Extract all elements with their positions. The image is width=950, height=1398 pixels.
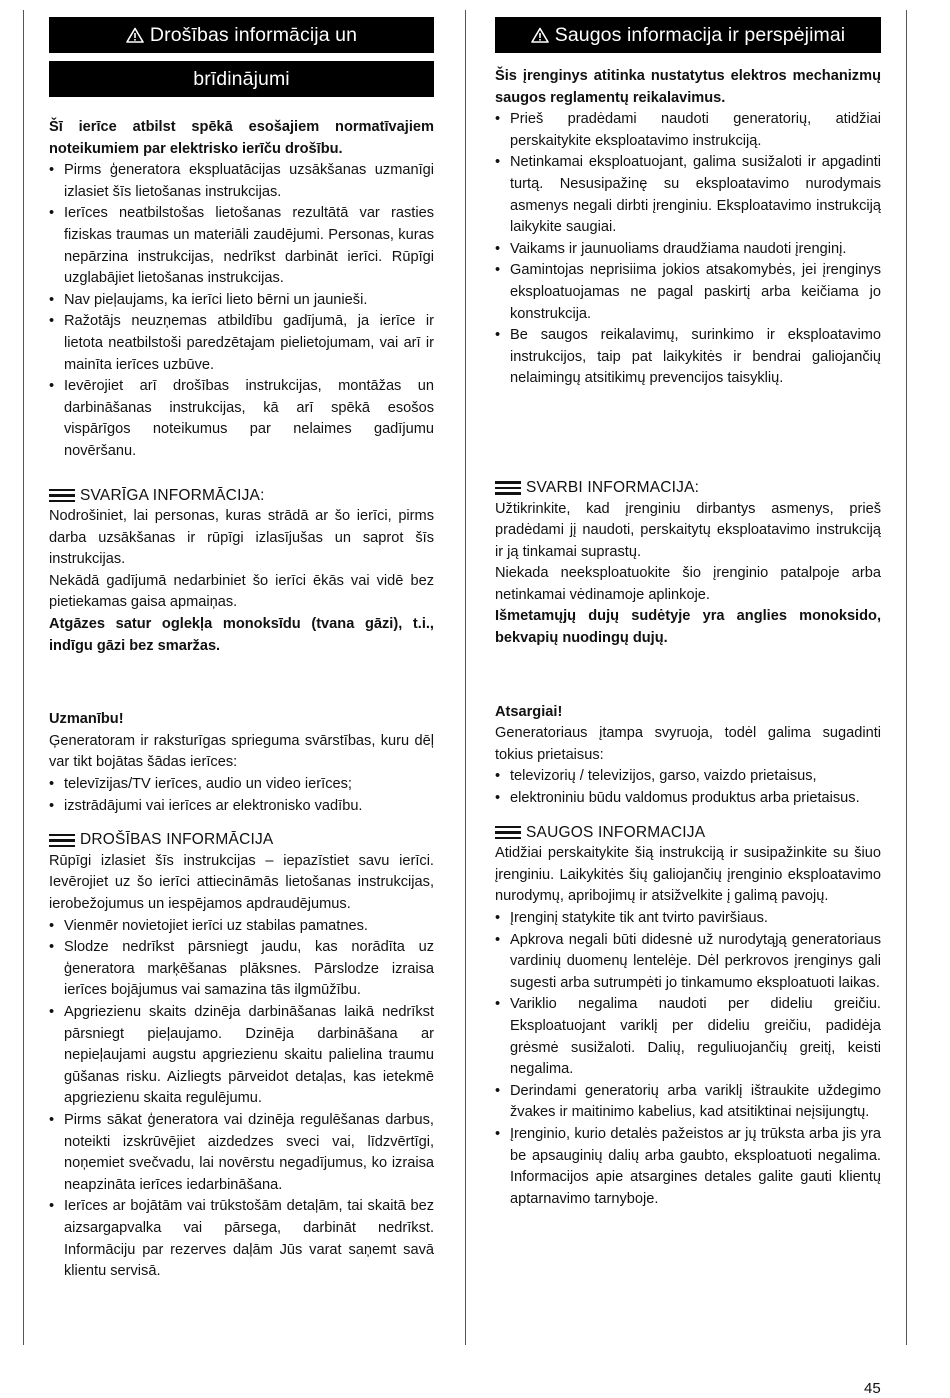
list-item: • Ievērojiet arī drošības instrukcijas, montāžas un darbināšanas instrukcijas, kā arī spēkā esošos vispārīgos noteikumus par nelaimes gadījumu novēršanu. bbox=[49, 376, 434, 462]
lithuanian-important-head-text: SVARBI INFORMACIJA: bbox=[526, 478, 700, 496]
list-item: • Vienmēr novietojiet ierīci uz stabilas pamatnes. bbox=[49, 916, 434, 938]
list-item: • Įrenginį statykite tik ant tvirto paviršiaus. bbox=[495, 908, 881, 930]
list-item: • Įrenginio, kurio detalės pažeistos ar jų trūksta arba jis yra be apsauginių dalių arba gaubto, eksploatuoti negalima. Informacijos apie atsargines detales galite gauti klientų aptarnavimo tarnyboje. bbox=[495, 1124, 881, 1210]
list-item: • Ierīces neatbilstošas lietošanas rezultātā var rasties fiziskas traumas un materiāli zaudējumi. Personas, kuras nepārzina instrukcijas, nedrīkst darbināt ierīci. Rūpīgi uzglabājiet lietošanas instrukcijas. bbox=[49, 203, 434, 289]
latvian-important-p1: Nodrošiniet, lai personas, kuras strādā ar šo ierīci, pirms darba uzsākšanas ir rūpīgi izlasījušas un saprot šīs instrukcijas. bbox=[49, 508, 434, 568]
list-item: • Pirms sākat ģeneratora vai dzinēja regulēšanas darbus, noteikti izskrūvējiet aizdedzes sveci vai, līdzvērtīgi, noņemiet svečvadu, lai novērstu negadījumus, ko izraisa neapzināta ierīces iedarbināšana. bbox=[49, 1110, 434, 1196]
latvian-important-p2: Nekādā gadījumā nedarbiniet šo ierīci ēkās vai vidē bez pietiekamas gaisa apmaiņas. bbox=[49, 572, 434, 611]
lithuanian-title: Saugos informacija ir perspėjimai bbox=[554, 24, 846, 46]
lithuanian-intro: Šis įrenginys atitinka nustatytus elektros mechanizmų saugos reglamentų reikalavimus. bbox=[495, 68, 881, 106]
list-item: • Nav pieļaujams, ka ierīci lieto bērni un jaunieši. bbox=[49, 290, 434, 312]
latvian-attention-list bbox=[49, 774, 434, 817]
lithuanian-attention-text: Generatoriaus įtampa svyruoja, todėl galima sugadinti tokius prietaisus: bbox=[495, 725, 881, 763]
latvian-attention-head: Uzmanību! bbox=[49, 711, 124, 728]
list-item: • televīzijas/TV ierīces, audio un video ierīces; bbox=[49, 774, 434, 796]
lithuanian-safety-head-text: SAUGOS INFORMACIJA bbox=[526, 823, 706, 841]
lithuanian-bullet-list bbox=[495, 109, 881, 390]
latvian-safety-list bbox=[49, 916, 434, 1283]
list-item: • Pirms ģeneratora ekspluatācijas uzsākšanas uzmanīgi izlasiet šīs lietošanas instrukcijas. bbox=[49, 160, 434, 203]
list-item: • Vaikams ir jaunuoliams draudžiama naudoti įrenginį. bbox=[495, 239, 881, 261]
right-column-rule bbox=[906, 10, 907, 1345]
list-item: • Apgriezienu skaits dzinēja darbināšanas laikā nedrīkst pārsniegt pieļaujamo. Dzinēja darbināšana ar nepieļaujami augstu apgriezienu skaitu palielina traumu gūšanas risku. Aizliegts pārveidot detaļas, kas ietekmē apgriezienu skaita regulējumu. bbox=[49, 1002, 434, 1110]
latvian-safety-head-text: DROŠĪBAS INFORMĀCIJA bbox=[80, 831, 274, 849]
list-item: • Ražotājs neuzņemas atbildību gadījumā, ja ierīce ir lietota neatbilstoši paredzētajam pielietojumam, vai arī ir mainīta ierīces uzbūve. bbox=[49, 311, 434, 376]
list-item: • Derindami generatorių arba variklį ištraukite uždegimo žvakes ir maitinimo kabelius, kad atsitiktinai neįsijungtų. bbox=[495, 1081, 881, 1124]
lithuanian-important-heading bbox=[495, 477, 881, 499]
warning-triangle-icon bbox=[531, 27, 549, 43]
latvian-bullet-list bbox=[49, 160, 434, 462]
list-item: • Variklio negalima naudoti per dideliu greičiu. Eksploatuojant variklį per dideliu greičiu, padidėja grėsmė susižaloti. Dalių, reguliuojančių greitį, keisti negalima. bbox=[495, 994, 881, 1080]
list-item: • Netinkamai eksploatuojant, galima susižaloti ir apgadinti turtą. Nesusipažinę su eksploatavimo nurodymais asmenys negali dirbti įrenginiu. Eksploatavimo instrukciją laikykite saugiai. bbox=[495, 152, 881, 238]
list-item: • Apkrova negali būti didesnė už nurodytąją generatoriaus vardinių duomenų lentelėje. Dėl perkrovos įrenginys gali sugesti arba sutrumpėti jo tinkamumo eksploatuoti laikas. bbox=[495, 930, 881, 995]
page-number: 45 bbox=[864, 1380, 881, 1397]
latvian-important-head-text: SVARĪGA INFORMĀCIJA: bbox=[80, 486, 265, 504]
latvian-title-bar-2 bbox=[49, 61, 434, 97]
list-item: • Be saugos reikalavimų, surinkimo ir eksploatavimo instrukcijos, taip pat laikykitės ir bendrai galiojančių nelaimingų atsitikimų prevencijos taisyklių. bbox=[495, 325, 881, 390]
latvian-title-bar-1 bbox=[49, 17, 434, 53]
list-item: • Gamintojas neprisiima jokios atsakomybės, jei įrenginys eksploatuojamas ne pagal paskirtį arba keičiama jo konstrukcija. bbox=[495, 260, 881, 325]
list-item: • Ierīces ar bojātām vai trūkstošām detaļām, tai skaitā bez aizsargapvalka vai pārsega, darbināt nedrīkst. Informāciju par rezerves daļām Jūs varat saņemt savā klientu servisā. bbox=[49, 1196, 434, 1282]
lithuanian-attention-list bbox=[495, 766, 881, 809]
list-item: • Slodze nedrīkst pārsniegt jaudu, kas norādīta uz ģeneratora marķēšanas plāksnes. Pārslodze izraisa ierīces bojājumus vai samazina tās ilgmūžību. bbox=[49, 937, 434, 1002]
lithuanian-title-bar bbox=[495, 17, 881, 53]
list-item: • izstrādājumi vai ierīces ar elektronisko vadību. bbox=[49, 796, 434, 818]
lithuanian-safety-list bbox=[495, 908, 881, 1210]
info-lines-icon bbox=[495, 480, 521, 495]
info-lines-icon bbox=[49, 833, 75, 848]
left-column-rule bbox=[23, 10, 24, 1345]
list-item: • Prieš pradėdami naudoti generatorių, atidžiai perskaitykite eksploatavimo instrukciją. bbox=[495, 109, 881, 152]
list-item: • televizorių / televizijos, garso, vaizdo prietaisus, bbox=[495, 766, 881, 788]
lithuanian-attention-head: Atsargiai! bbox=[495, 703, 563, 720]
latvian-title-line-2: brīdinājumi bbox=[193, 68, 290, 90]
lithuanian-safety-heading bbox=[495, 822, 881, 844]
lithuanian-important-p2: Niekada neeksploatuokite šio įrenginio patalpoje arba netinkamai vėdinamoje aplinkoje. bbox=[495, 565, 881, 603]
lithuanian-column bbox=[495, 17, 881, 1210]
latvian-attention-text: Ģeneratoram ir raksturīgas sprieguma svārstības, kuru dēļ var tikt bojātas šādas ierīces: bbox=[49, 732, 434, 771]
list-item: • elektroniniu būdu valdomus produktus arba prietaisus. bbox=[495, 788, 881, 810]
info-lines-icon bbox=[495, 825, 521, 840]
latvian-safety-heading bbox=[49, 829, 434, 851]
latvian-intro: Šī ierīce atbilst spēkā esošajiem normatīvajiem noteikumiem par elektrisko ierīču drošību. bbox=[49, 119, 434, 157]
lithuanian-safety-text: Atidžiai perskaitykite šią instrukciją ir susipažinkite su šiuo įrenginiu. Laikykitės šių galiojančių įrenginio eksploatavimo nurodymų, apribojimų ir atsižvelkite į galimą pavojų. bbox=[495, 845, 881, 905]
center-column-rule bbox=[465, 10, 466, 1345]
info-lines-icon bbox=[49, 488, 75, 503]
latvian-title-line-1: Drošības informācija un bbox=[149, 24, 358, 46]
latvian-column bbox=[49, 17, 434, 1283]
latvian-safety-text: Rūpīgi izlasiet šīs instrukcijas – iepazīstiet savu ierīci. Ievērojiet uz šo ierīci attiecināmās lietošanas instrukcijas, ierobežojumus un iespējamos apdraudējumus. bbox=[49, 852, 434, 912]
latvian-important-heading bbox=[49, 485, 434, 507]
latvian-important-bold: Atgāzes satur oglekļa monoksīdu (tvana gāzi), t.i., indīgu gāzi bez smaržas. bbox=[49, 616, 434, 654]
lithuanian-important-p1: Užtikrinkite, kad įrenginiu dirbantys asmenys, prieš pradėdami jį naudoti, perskaitytų eksploatavimo instrukciją ir ją tinkamai suprastų. bbox=[495, 500, 881, 560]
lithuanian-important-bold: Išmetamųjų dujų sudėtyje yra anglies monoksido, bekvapių nuodingų dujų. bbox=[495, 608, 881, 647]
warning-triangle-icon bbox=[126, 27, 144, 43]
